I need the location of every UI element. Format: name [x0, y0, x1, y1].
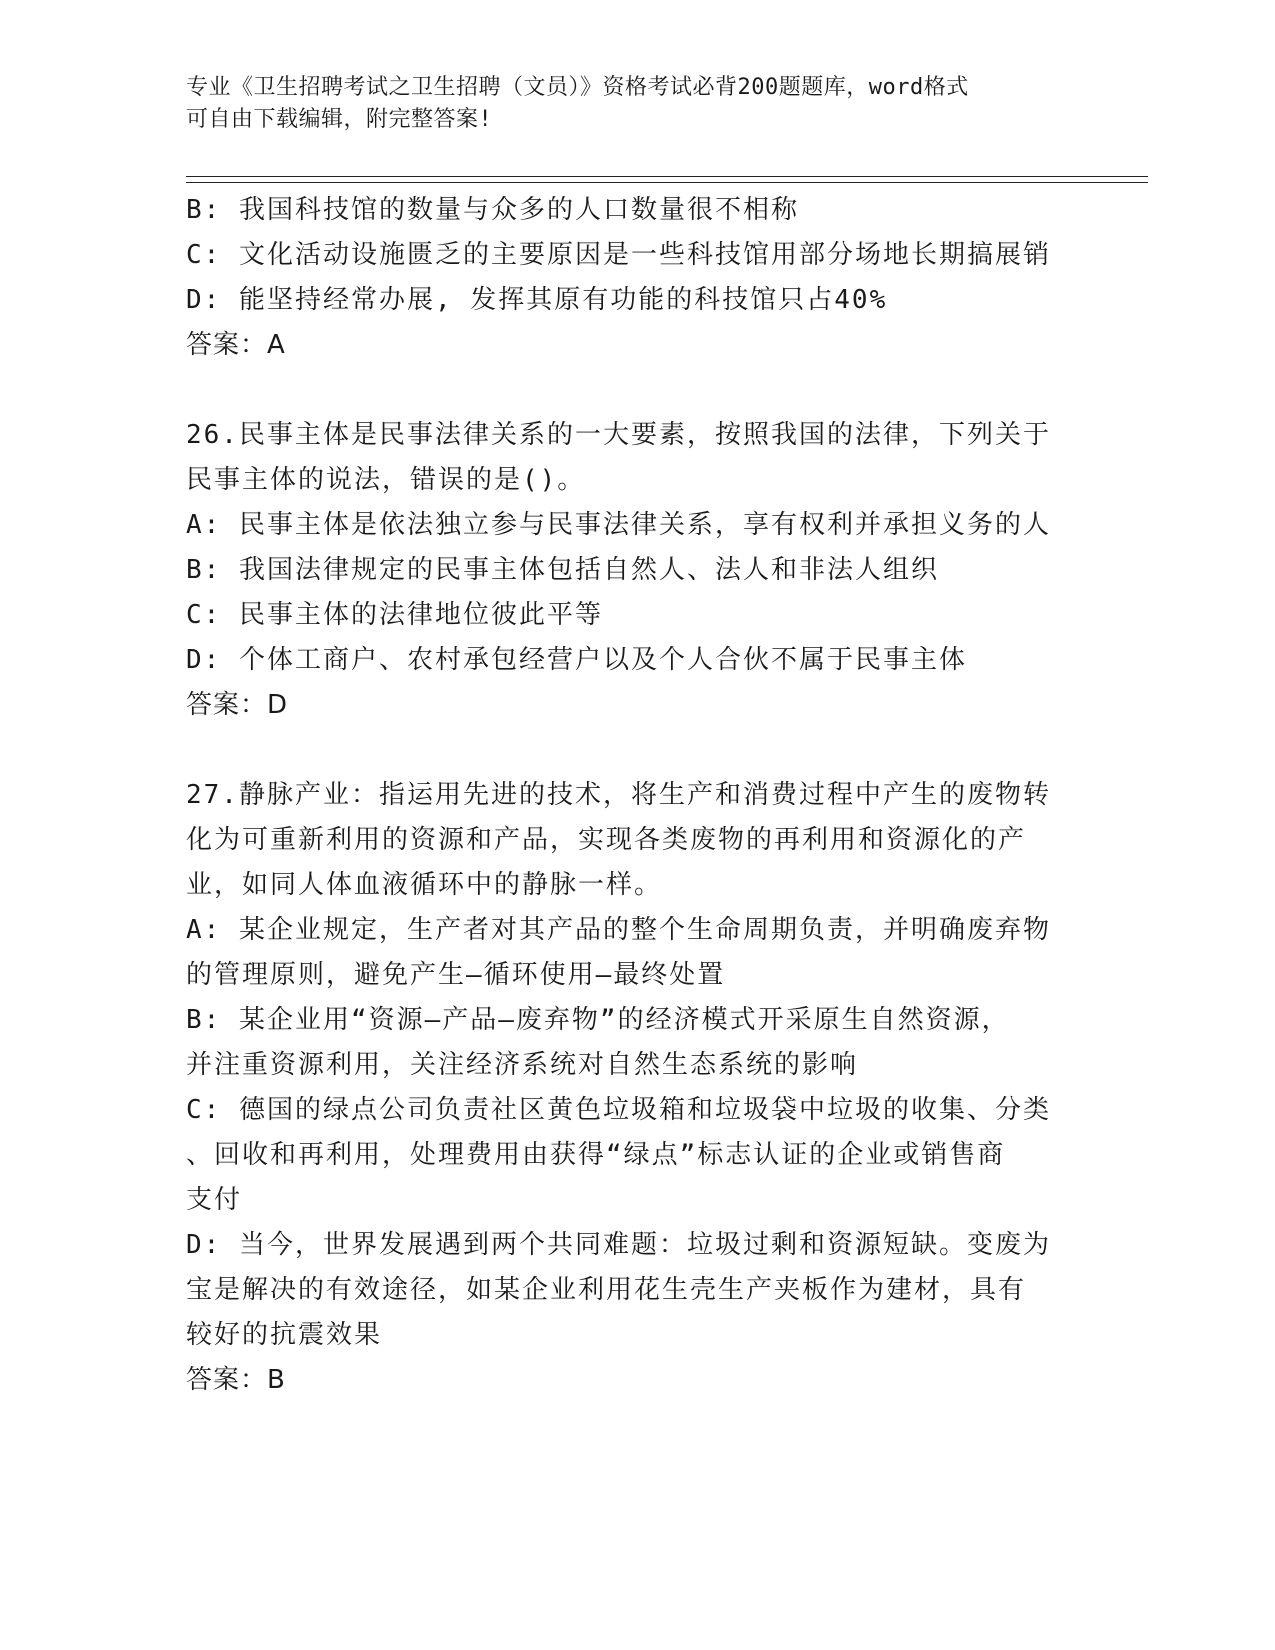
option-d-continued: 较好的抗震效果 — [186, 1320, 383, 1350]
option-c-continued: 支付 — [186, 1185, 243, 1215]
document-header — [186, 72, 1066, 136]
option-c: C: 德国的绿点公司负责社区黄色垃圾箱和垃圾袋中垃圾的收集、分类 — [186, 1095, 1051, 1125]
question-26-block — [186, 413, 1066, 728]
header-line-2: 可自由下载编辑，附完整答案! — [186, 107, 493, 132]
question-27-block — [186, 773, 1066, 1403]
prev-question-block — [186, 188, 1066, 368]
option-a: A: 某企业规定，生产者对其产品的整个生命周期负责，并明确废弃物 — [186, 915, 1051, 945]
question-stem: 27.静脉产业：指运用先进的技术，将生产和消费过程中产生的废物转 — [186, 780, 1051, 810]
spacer — [186, 728, 1066, 773]
answer-line: 答案：B — [186, 1365, 286, 1395]
answer-line: 答案：A — [186, 330, 286, 360]
option-b: B: 我国科技馆的数量与众多的人口数量很不相称 — [186, 195, 799, 225]
option-c: C: 民事主体的法律地位彼此平等 — [186, 600, 603, 630]
option-c: C: 文化活动设施匮乏的主要原因是一些科技馆用部分场地长期搞展销 — [186, 240, 1051, 270]
option-c-continued: 、回收和再利用，处理费用由获得“绿点”标志认证的企业或销售商 — [186, 1140, 1006, 1170]
option-b: B: 我国法律规定的民事主体包括自然人、法人和非法人组织 — [186, 555, 939, 585]
header-divider-bottom — [186, 182, 1148, 183]
option-d: D: 当今，世界发展遇到两个共同难题：垃圾过剩和资源短缺。变废为 — [186, 1230, 1051, 1260]
header-divider-top — [186, 176, 1148, 177]
option-b: B: 某企业用“资源—产品—废弃物”的经济模式开采原生自然资源， — [186, 1005, 1010, 1035]
spacer — [186, 368, 1066, 413]
question-content — [186, 188, 1066, 1403]
option-a: A: 民事主体是依法独立参与民事法律关系，享有权利并承担义务的人 — [186, 510, 1051, 540]
option-d: D: 能坚持经常办展, 发挥其原有功能的科技馆只占40% — [186, 285, 888, 315]
answer-line: 答案：D — [186, 690, 289, 720]
option-d: D: 个体工商户、农村承包经营户以及个人合伙不属于民事主体 — [186, 645, 967, 675]
header-line-1: 专业《卫生招聘考试之卫生招聘（文员）》资格考试必背200题题库，word格式 — [186, 75, 969, 100]
question-stem: 业，如同人体血液循环中的静脉一样。 — [186, 870, 663, 900]
question-stem: 化为可重新利用的资源和产品，实现各类废物的再利用和资源化的产 — [186, 825, 1027, 855]
option-d-continued: 宝是解决的有效途径，如某企业利用花生壳生产夹板作为建材，具有 — [186, 1275, 1027, 1305]
option-b-continued: 并注重资源利用，关注经济系统对自然生态系统的影响 — [186, 1050, 859, 1080]
question-stem: 26.民事主体是民事法律关系的一大要素，按照我国的法律，下列关于 — [186, 420, 1051, 450]
question-stem: 民事主体的说法，错误的是()。 — [186, 465, 586, 495]
option-a-continued: 的管理原则，避免产生—循环使用—最终处置 — [186, 960, 726, 990]
